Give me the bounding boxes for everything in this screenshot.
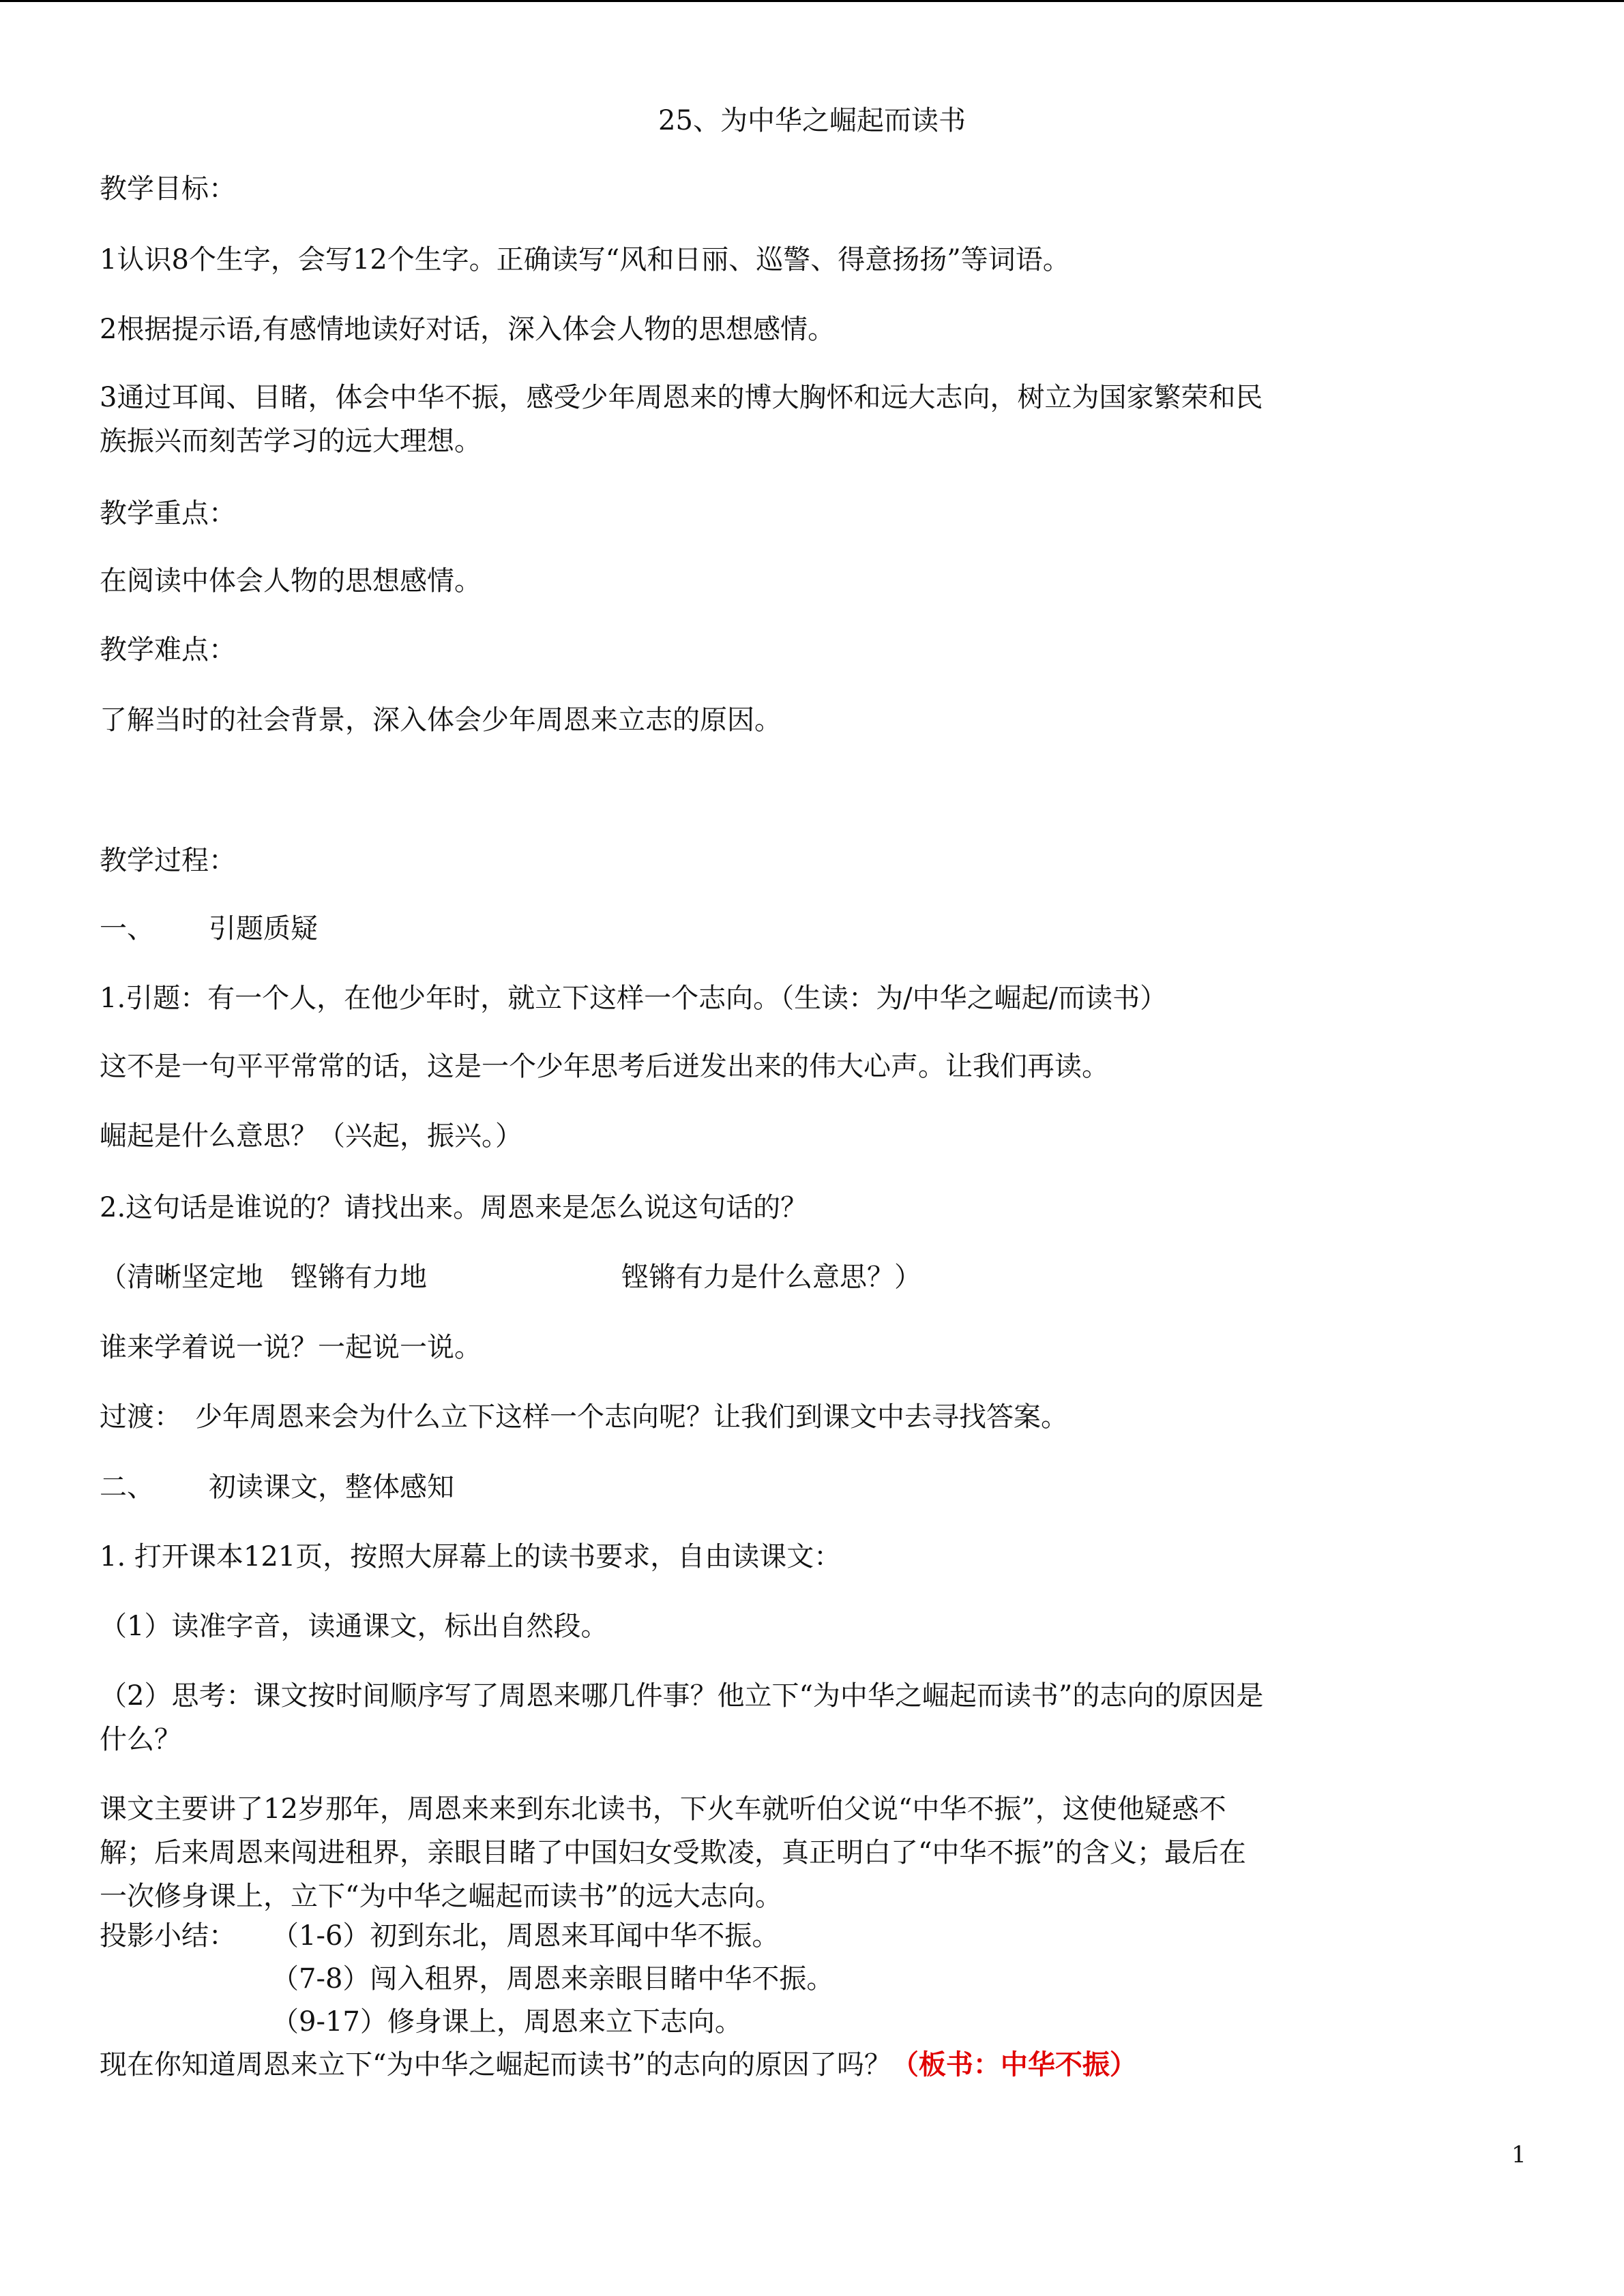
page-number: 1: [1511, 2141, 1526, 2168]
section2-line-2: （1）读准字音，读通课文，标出自然段。: [100, 1611, 608, 1642]
summary-line-2: 解；后来周恩来闯进租界，亲眼目睹了中国妇女受欺凌，真正明白了“中华不振”的含义；最后在: [100, 1837, 1246, 1868]
closing-question-line: [100, 2043, 1137, 2087]
page-top-border: [0, 0, 1624, 2]
section1-title: 引题质疑: [209, 913, 318, 944]
key-point-heading: 教学重点：: [100, 498, 236, 529]
goal-item-3: 3通过耳闻、目睹，体会中华不振，感受少年周恩来的博大胸怀和远大志向，树立为国家繁荣和民: [100, 382, 1263, 413]
difficult-point-text: 了解当时的社会背景，深入体会少年周恩来立志的原因。: [100, 704, 782, 736]
goals-heading: 教学目标：: [100, 173, 236, 205]
goal-item-2: 2根据提示语,有感情地读好对话，深入体会人物的思想感情。: [100, 314, 836, 345]
section1-line-3: 崛起是什么意思？（兴起，振兴。）: [100, 1120, 522, 1152]
section1-answer-part1: （清晰坚定地 铿锵有力地: [100, 1262, 427, 1293]
projection-item-1: （1-6）初到东北，周恩来耳闻中华不振。: [271, 1920, 780, 1952]
key-point-text: 在阅读中体会人物的思想感情。: [100, 565, 482, 597]
difficult-point-heading: 教学难点：: [100, 634, 236, 666]
projection-label: 投影小结：: [100, 1920, 236, 1952]
section1-line-5: 谁来学着说一说？一起说一说。: [100, 1332, 482, 1363]
projection-item-3: （9-17）修身课上，周恩来立下志向。: [271, 2006, 742, 2038]
section1-line-2: 这不是一句平平常常的话，这是一个少年思考后迸发出来的伟大心声。让我们再读。: [100, 1051, 1109, 1082]
board-note: （板书：中华不振）: [891, 2048, 1137, 2081]
section1-line-1: 1.引题：有一个人，在他少年时，就立下这样一个志向。（生读：为/中华之崛起/而读书）: [100, 983, 1168, 1014]
section1-line-4: 2.这句话是谁说的？请找出来。周恩来是怎么说这句话的？: [100, 1192, 808, 1223]
summary-line-3: 一次修身课上，立下“为中华之崛起而读书”的远大志向。: [100, 1881, 782, 1912]
section1-number: 一、: [100, 913, 154, 944]
summary-line-1: 课文主要讲了12岁那年，周恩来来到东北读书，下火车就听伯父说“中华不振”，这使他疑惑不: [100, 1793, 1226, 1825]
goal-item-1: 1认识8个生字，会写12个生字。正确读写“风和日丽、巡警、得意扬扬”等词语。: [100, 244, 1070, 275]
process-heading: 教学过程：: [100, 845, 236, 876]
section2-title: 初读课文，整体感知: [209, 1472, 454, 1503]
section2-heading: [100, 1465, 454, 1509]
section1-answer: [100, 1255, 921, 1299]
goal-item-3-cont: 族振兴而刻苦学习的远大理想。: [100, 426, 482, 457]
section2-line-3-cont: 什么？: [100, 1724, 181, 1755]
transition-line: 过渡： 少年周恩来会为什么立下这样一个志向呢？让我们到课文中去寻找答案。: [100, 1401, 1068, 1433]
section2-line-1: 1. 打开课本121页，按照大屏幕上的读书要求，自由读课文：: [100, 1541, 842, 1572]
section1-heading: [100, 907, 318, 951]
section1-answer-part2: 铿锵有力是什么意思？）: [621, 1262, 921, 1293]
closing-question: 现在你知道周恩来立下“为中华之崛起而读书”的志向的原因了吗？: [100, 2049, 891, 2081]
section2-line-3: （2）思考：课文按时间顺序写了周恩来哪几件事？他立下“为中华之崛起而读书”的志向的原因是: [100, 1680, 1264, 1712]
document-title: 25、为中华之崛起而读书: [658, 105, 966, 136]
section2-number: 二、: [100, 1472, 154, 1503]
projection-item-2: （7-8）闯入租界，周恩来亲眼目睹中华不振。: [271, 1963, 834, 1995]
